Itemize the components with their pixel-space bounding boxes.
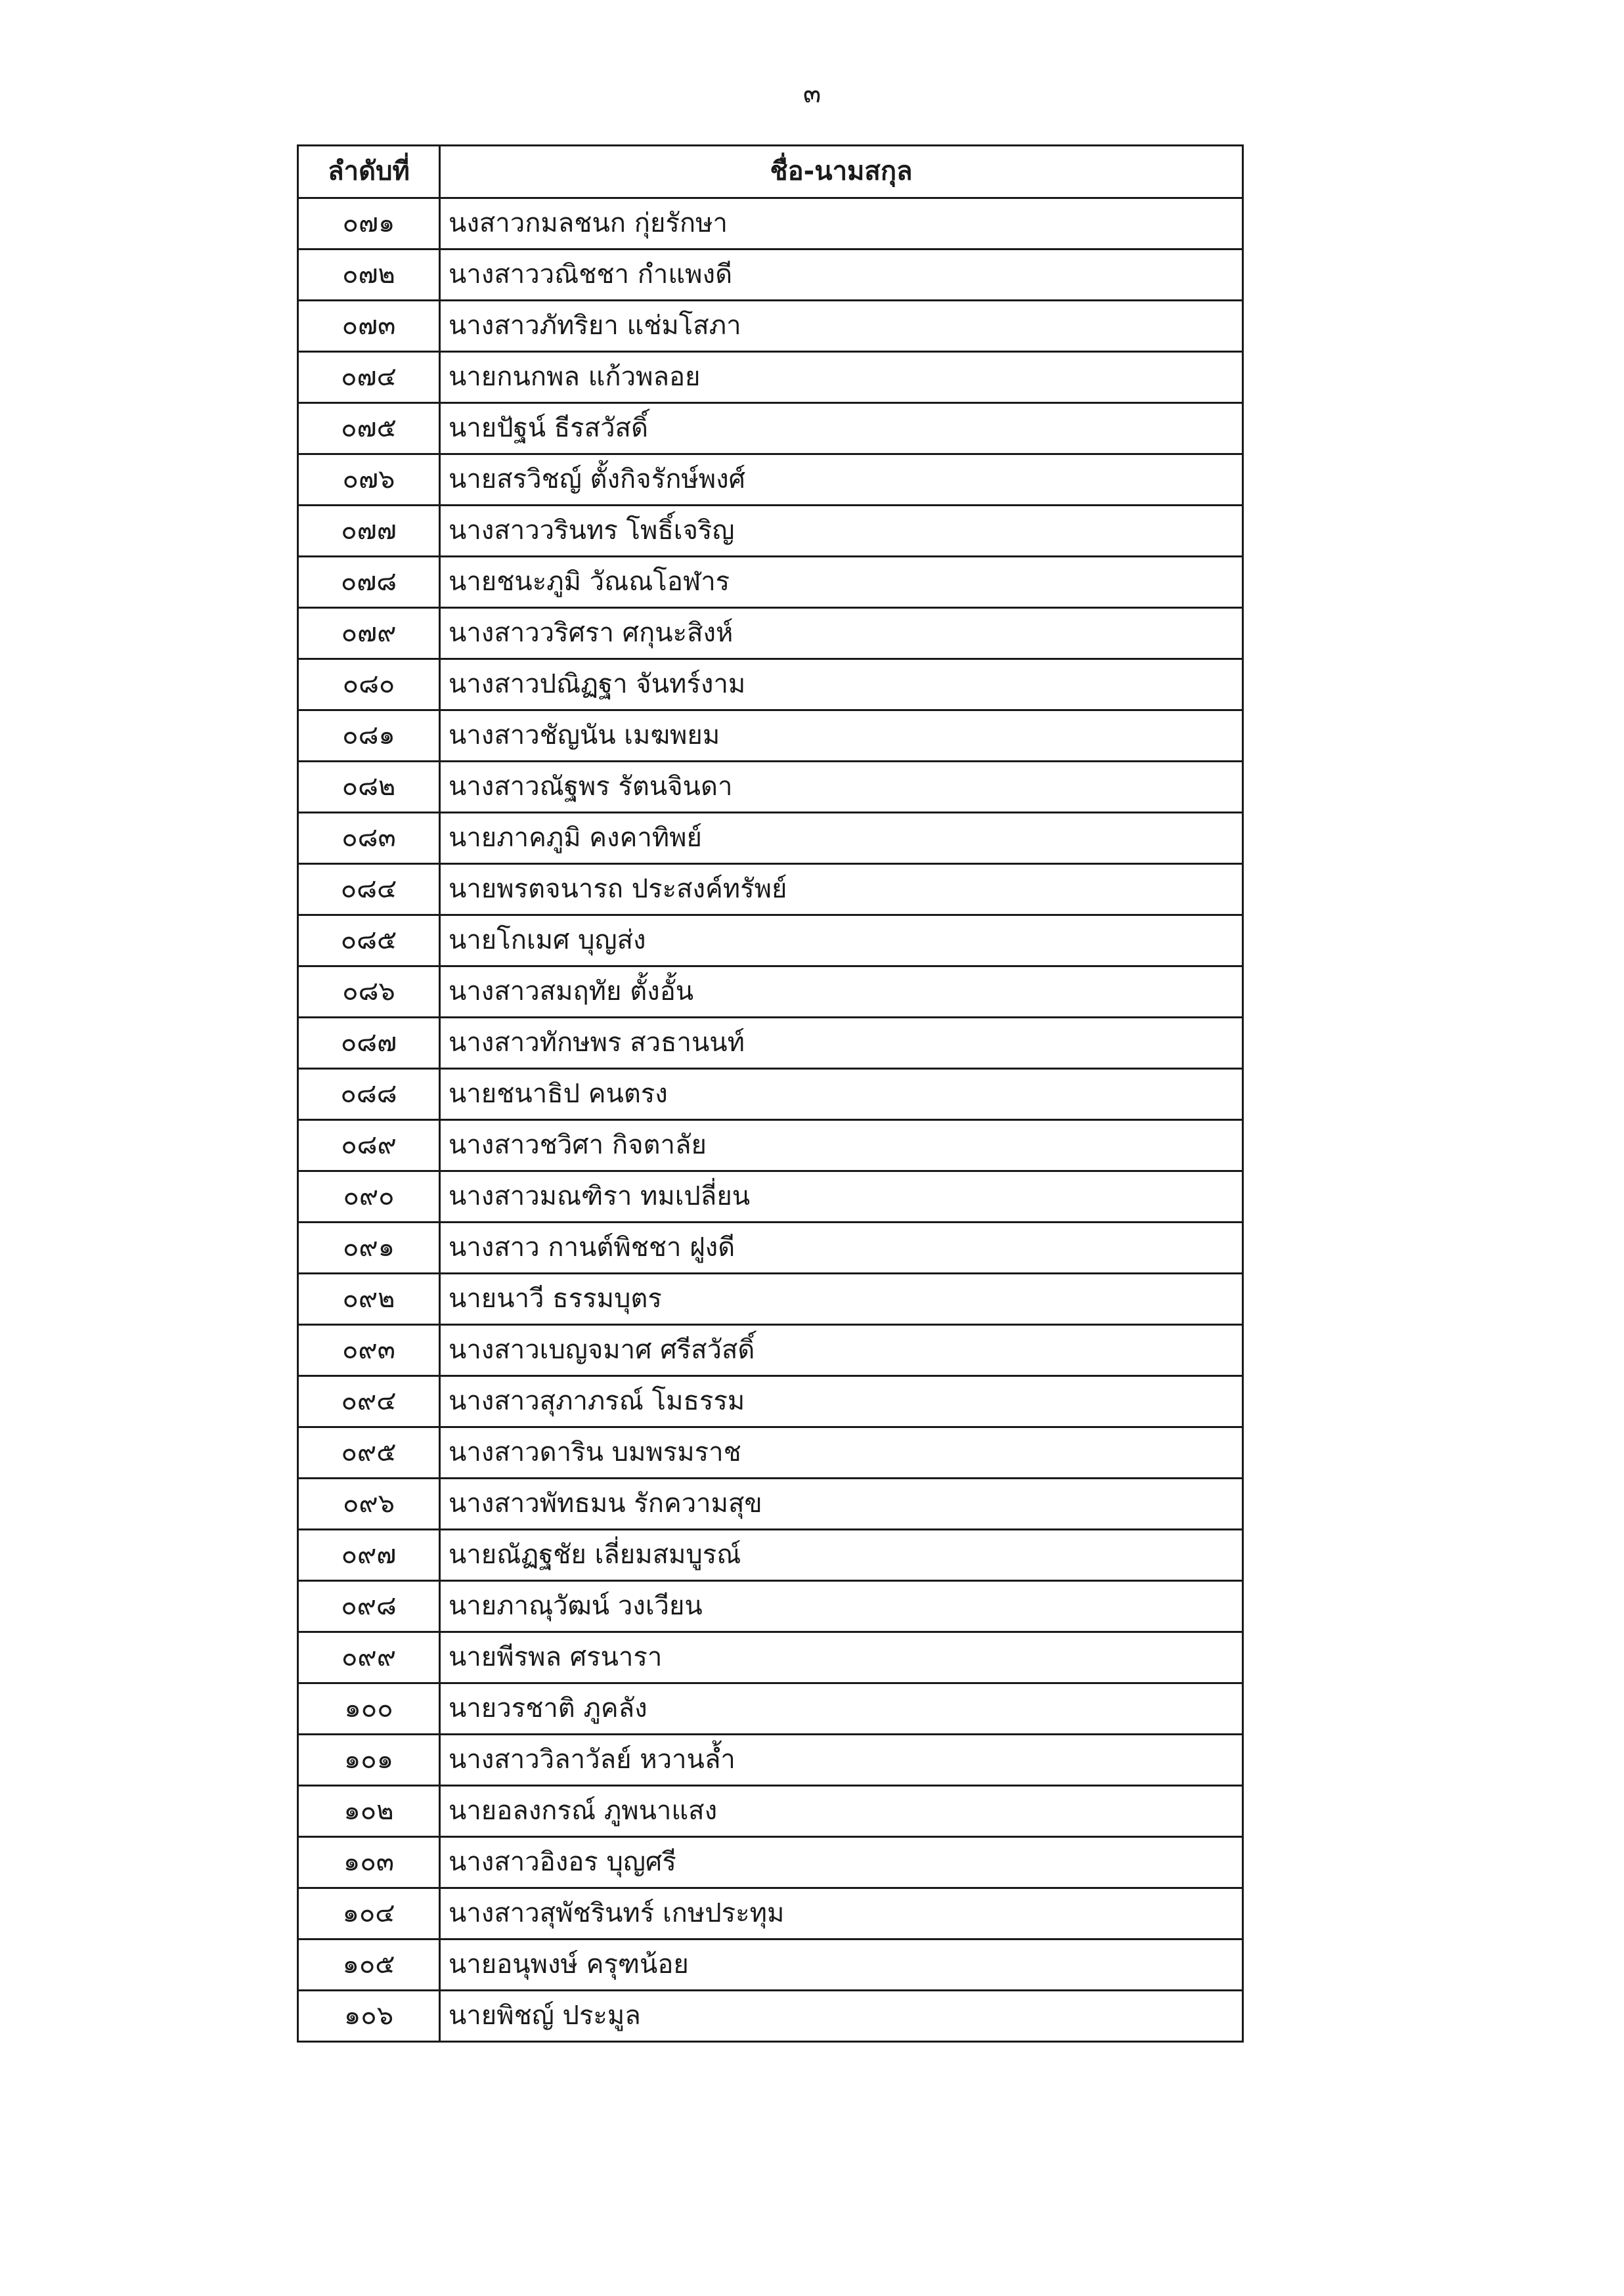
- table-row: [298, 506, 1243, 557]
- full-name-cell: นางสาวสมฤทัย ตั้งอั้น: [440, 966, 1243, 1018]
- table-row: [298, 1735, 1243, 1786]
- sequence-number-cell: ๑๐๒: [298, 1786, 440, 1837]
- table-row: [298, 1376, 1243, 1427]
- table-row: [298, 454, 1243, 506]
- sequence-number-cell: ๐๘๐: [298, 659, 440, 710]
- sequence-number-cell: ๐๘๑: [298, 710, 440, 762]
- table-row: [298, 915, 1243, 966]
- sequence-number-cell: ๐๙๖: [298, 1479, 440, 1530]
- table-row: [298, 1888, 1243, 1939]
- full-name-cell: นางสาวภัทริยา แช่มโสภา: [440, 301, 1243, 352]
- sequence-number-cell: ๐๗๓: [298, 301, 440, 352]
- sequence-number-cell: ๑๐๑: [298, 1735, 440, 1786]
- full-name-cell: นางสาววิลาวัลย์ หวานล้ำ: [440, 1735, 1243, 1786]
- sequence-number-cell: ๐๙๗: [298, 1530, 440, 1581]
- table-row: [298, 1325, 1243, 1376]
- table-row: [298, 1939, 1243, 1991]
- table-row: [298, 557, 1243, 608]
- table-row: [298, 1427, 1243, 1479]
- sequence-number-cell: ๐๗๘: [298, 557, 440, 608]
- full-name-cell: นายชนาธิป คนตรง: [440, 1069, 1243, 1120]
- header-full-name: ชื่อ-นามสกุล: [440, 146, 1243, 198]
- table-row: [298, 249, 1243, 301]
- sequence-number-cell: ๐๗๖: [298, 454, 440, 506]
- full-name-cell: นายพรตจนารถ ประสงค์ทรัพย์: [440, 864, 1243, 915]
- table-row: [298, 1274, 1243, 1325]
- full-name-cell: นางสาว กานต์พิชชา ฝูงดี: [440, 1223, 1243, 1274]
- sequence-number-cell: ๐๙๕: [298, 1427, 440, 1479]
- full-name-cell: นางสาวณัฐพร รัตนจินดา: [440, 762, 1243, 813]
- table-row: [298, 966, 1243, 1018]
- full-name-cell: นายอลงกรณ์ ภูพนาแสง: [440, 1786, 1243, 1837]
- table-row: [298, 301, 1243, 352]
- sequence-number-cell: ๐๘๒: [298, 762, 440, 813]
- sequence-number-cell: ๐๙๓: [298, 1325, 440, 1376]
- full-name-cell: นายปัฐน์ ธีรสวัสดิ์: [440, 403, 1243, 454]
- full-name-cell: นางสาวสุภาภรณ์ โมธรรม: [440, 1376, 1243, 1427]
- table-row: [298, 1479, 1243, 1530]
- full-name-cell: นางสาวชวิศา กิจตาลัย: [440, 1120, 1243, 1171]
- full-name-cell: นางสาวมณฑิรา ทมเปลี่ยน: [440, 1171, 1243, 1223]
- table-row: [298, 659, 1243, 710]
- full-name-cell: นายณัฏฐชัย เลี่ยมสมบูรณ์: [440, 1530, 1243, 1581]
- table-row: [298, 1223, 1243, 1274]
- full-name-cell: นางสาววณิชชา กำแพงดี: [440, 249, 1243, 301]
- sequence-number-cell: ๑๐๖: [298, 1991, 440, 2042]
- full-name-cell: นางสาวชัญนัน เมฆพยม: [440, 710, 1243, 762]
- full-name-cell: นายกนกพล แก้วพลอย: [440, 352, 1243, 403]
- full-name-cell: นายอนุพงษ์ ครุฑน้อย: [440, 1939, 1243, 1991]
- table-row: [298, 813, 1243, 864]
- table-row: [298, 1018, 1243, 1069]
- full-name-cell: นางสาวพัทธมน รักความสุข: [440, 1479, 1243, 1530]
- sequence-number-cell: ๐๘๖: [298, 966, 440, 1018]
- full-name-cell: นายวรชาติ ภูคลัง: [440, 1683, 1243, 1735]
- table-row: [298, 1530, 1243, 1581]
- full-name-cell: นางสาวดาริน บมพรมราช: [440, 1427, 1243, 1479]
- sequence-number-cell: ๐๙๘: [298, 1581, 440, 1632]
- sequence-number-cell: ๐๘๗: [298, 1018, 440, 1069]
- table-row: [298, 1837, 1243, 1888]
- table-header-row: [298, 146, 1243, 198]
- sequence-number-cell: ๐๗๒: [298, 249, 440, 301]
- table-row: [298, 1581, 1243, 1632]
- table-row: [298, 864, 1243, 915]
- sequence-number-cell: ๑๐๔: [298, 1888, 440, 1939]
- sequence-number-cell: ๐๙๔: [298, 1376, 440, 1427]
- sequence-number-cell: ๑๐๕: [298, 1939, 440, 1991]
- table-row: [298, 762, 1243, 813]
- full-name-cell: นงสาวกมลชนก กุ่ยรักษา: [440, 198, 1243, 249]
- sequence-number-cell: ๐๗๔: [298, 352, 440, 403]
- page-number: ๓: [802, 79, 822, 109]
- sequence-number-cell: ๑๐๓: [298, 1837, 440, 1888]
- sequence-number-cell: ๐๘๕: [298, 915, 440, 966]
- full-name-cell: นางสาววรินทร โพธิ์เจริญ: [440, 506, 1243, 557]
- full-name-cell: นายโกเมศ บุญส่ง: [440, 915, 1243, 966]
- full-name-cell: นายภาคภูมิ คงคาทิพย์: [440, 813, 1243, 864]
- sequence-number-cell: ๐๙๐: [298, 1171, 440, 1223]
- name-list-table: [297, 144, 1244, 2043]
- table-row: [298, 1171, 1243, 1223]
- full-name-cell: นายพิชญ์ ประมูล: [440, 1991, 1243, 2042]
- sequence-number-cell: ๐๘๘: [298, 1069, 440, 1120]
- full-name-cell: นางสาวอิงอร บุญศรี: [440, 1837, 1243, 1888]
- full-name-cell: นางสาวเบญจมาศ ศรีสวัสดิ์: [440, 1325, 1243, 1376]
- table-row: [298, 608, 1243, 659]
- sequence-number-cell: ๐๙๑: [298, 1223, 440, 1274]
- table-row: [298, 1069, 1243, 1120]
- sequence-number-cell: ๐๙๒: [298, 1274, 440, 1325]
- table-row: [298, 1120, 1243, 1171]
- full-name-cell: นางสาวสุพัชรินทร์ เกษประทุม: [440, 1888, 1243, 1939]
- table-row: [298, 403, 1243, 454]
- table-body: [298, 198, 1243, 2042]
- full-name-cell: นายภาณุวัฒน์ วงเวียน: [440, 1581, 1243, 1632]
- table-row: [298, 198, 1243, 249]
- full-name-cell: นายนาวี ธรรมบุตร: [440, 1274, 1243, 1325]
- table-row: [298, 352, 1243, 403]
- sequence-number-cell: ๐๙๙: [298, 1632, 440, 1683]
- header-sequence: ลำดับที่: [298, 146, 440, 198]
- full-name-cell: นางสาวทักษพร สวธานนท์: [440, 1018, 1243, 1069]
- table-row: [298, 1683, 1243, 1735]
- sequence-number-cell: ๐๘๓: [298, 813, 440, 864]
- table-row: [298, 1991, 1243, 2042]
- table-row: [298, 1632, 1243, 1683]
- sequence-number-cell: ๐๗๕: [298, 403, 440, 454]
- full-name-cell: นางสาววริศรา ศกุนะสิงห์: [440, 608, 1243, 659]
- sequence-number-cell: ๐๗๗: [298, 506, 440, 557]
- full-name-cell: นางสาวปณิฏฐา จันทร์งาม: [440, 659, 1243, 710]
- table-row: [298, 710, 1243, 762]
- full-name-cell: นายสรวิชญ์ ตั้งกิจรักษ์พงศ์: [440, 454, 1243, 506]
- sequence-number-cell: ๐๗๙: [298, 608, 440, 659]
- full-name-cell: นายชนะภูมิ วัณณโอฬาร: [440, 557, 1243, 608]
- sequence-number-cell: ๐๘๙: [298, 1120, 440, 1171]
- table-row: [298, 1786, 1243, 1837]
- full-name-cell: นายพีรพล ศรนารา: [440, 1632, 1243, 1683]
- sequence-number-cell: ๐๘๔: [298, 864, 440, 915]
- sequence-number-cell: ๑๐๐: [298, 1683, 440, 1735]
- sequence-number-cell: ๐๗๑: [298, 198, 440, 249]
